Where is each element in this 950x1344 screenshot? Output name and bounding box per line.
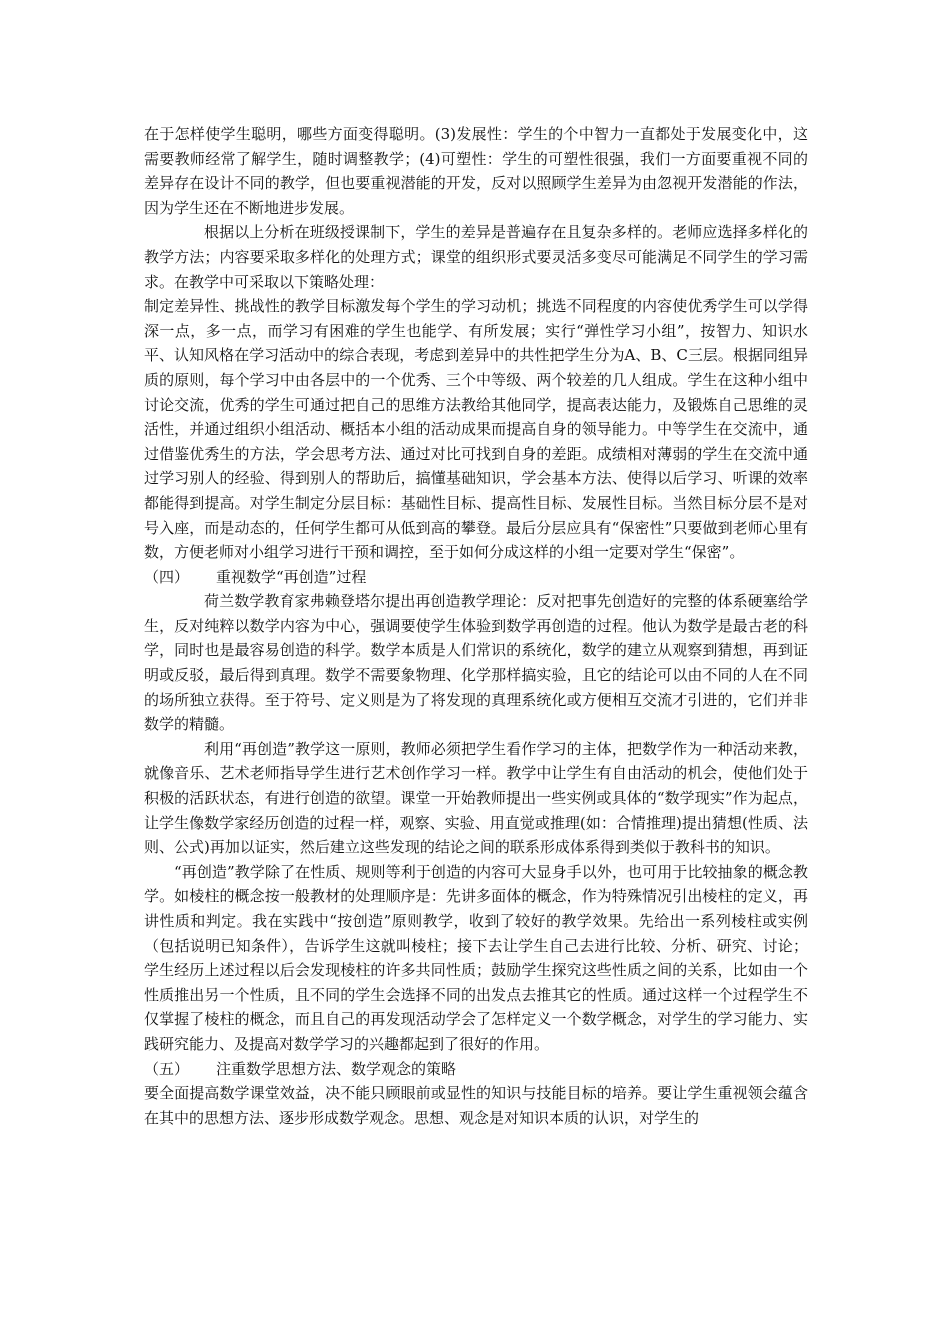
paragraph-6: “再创造”教学除了在性质、规则等利于创造的内容可大显身手以外，也可用于比较抽象的概念教学。如棱柱的概念按一般教材的处理顺序是：先讲多面体的概念，作为特殊情况引出棱柱的定义，再讲性质和判定。我在实践中“按创造”原则教学，收到了较好的教学效果。先给出一系列棱柱或实例（包括说明已知条件），告诉学生这就叫棱柱；接下去让学生自己去进行比较、分析、研究、讨论；学生经历上述过程以后会发现棱柱的许多共同性质；鼓励学生探究这些性质之间的关系，比如由一个性质推出另一个性质，且不同的学生会选择不同的出发点去推其它的性质。通过这样一个过程学生不仅掌握了棱柱的概念，而且自己的再发现活动学会了怎样定义一个数学概念，对学生的学习能力、实践研究能力、及提高对数学学习的兴趣都起到了很好的作用。 bbox=[144, 862, 808, 1053]
section-title-4: 重视数学“再创造”过程 bbox=[216, 567, 367, 586]
section-heading-5 bbox=[144, 1057, 808, 1082]
paragraph-5: 利用“再创造”教学这一原则，教师必须把学生看作学习的主体，把数学作为一种活动来教，就像音乐、艺术老师指导学生进行艺术创作学习一样。教学中让学生有自由活动的机会，使他们处于积极的活跃状态，有进行创造的欲望。课堂一开始教师提出一些实例或具体的“数学现实”作为起点，让学生像数学家经历创造的过程一样，观察、实验、用直觉或推理(如：合情推理)提出猜想(性质、法则、公式)再加以证实，然后建立这些发现的结论之间的联系形成体系得到类似于教科书的知识。 bbox=[144, 739, 808, 857]
section-title-5: 注重数学思想方法、数学观念的策略 bbox=[216, 1059, 457, 1078]
paragraph-4: 荷兰数学教育家弗赖登塔尔提出再创造教学理论：反对把事先创造好的完整的体系硬塞给学生，反对纯粹以数学内容为中心，强调要使学生体验到数学再创造的过程。他认为数学是最古老的科学，同时也是最容易创造的科学。数学本质是人们常识的系统化，数学的建立从观察到猜想，再到证明或反驳，最后得到真理。数学不需要象物理、化学那样搞实验，且它的结论可以由不同的人在不同的场所独立获得。至于符号、定义则是为了将发现的真理系统化或方便相互交流才引进的，它们并非数学的精髓。 bbox=[144, 592, 808, 734]
section-number-4: （四） bbox=[144, 567, 190, 586]
section-number-5: （五） bbox=[144, 1059, 190, 1078]
section-heading-4 bbox=[144, 565, 808, 590]
paragraph-7: 要全面提高数学课堂效益，决不能只顾眼前或显性的知识与技能目标的培养。要让学生重视领会蕴含在其中的思想方法、逐步形成数学观念。思想、观念是对知识本质的认识，对学生的 bbox=[144, 1084, 808, 1127]
document-page bbox=[144, 122, 808, 1130]
paragraph-3: 制定差异性、挑战性的教学目标激发每个学生的学习动机；挑选不同程度的内容使优秀学生可以学得深一点，多一点，而学习有困难的学生也能学、有所发展；实行“弹性学习小组”，按智力、知识水平、认知风格在学习活动中的综合表现，考虑到差异中的共性把学生分为A、B、C三层。根据同组异质的原则，每个学习中由各层中的一个优秀、三个中等级、两个较差的几人组成。学生在这种小组中讨论交流，优秀的学生可通过把自己的思维方法教给其他同学，提高表达能力，及锻炼自己思维的灵活性，并通过组织小组活动、概括本小组的活动成果而提高自身的领导能力。中等学生在交流中，通过借鉴优秀生的方法，学会思考方法、通过对比可找到自身的差距。成绩相对薄弱的学生在交流中通过学习别人的经验、得到别人的帮助后，搞懂基础知识，学会基本方法、使得以后学习、听课的效率都能得到提高。对学生制定分层目标：基础性目标、提高性目标、发展性目标。当然目标分层不是对号入座，而是动态的，任何学生都可从低到高的攀登。最后分层应具有“保密性”只要做到老师心里有数，方便老师对小组学习进行干预和调控，至于如何分成这样的小组一定要对学生“保密”。 bbox=[144, 297, 808, 562]
paragraph-2: 根据以上分析在班级授课制下，学生的差异是普遍存在且复杂多样的。老师应选择多样化的教学方法；内容要采取多样化的处理方式；课堂的组织形式要灵活多变尽可能满足不同学生的学习需求。在教学中可采取以下策略处理： bbox=[144, 223, 808, 291]
paragraph-1: 在于怎样使学生聪明，哪些方面变得聪明。(3)发展性：学生的个中智力一直都处于发展变化中，这需要教师经常了解学生，随时调整教学；(4)可塑性：学生的可塑性很强，我们一方面要重视不同的差异存在设计不同的教学，但也要重视潜能的开发，反对以照顾学生差异为由忽视开发潜能的作法，因为学生还在不断地进步发展。 bbox=[144, 125, 808, 217]
